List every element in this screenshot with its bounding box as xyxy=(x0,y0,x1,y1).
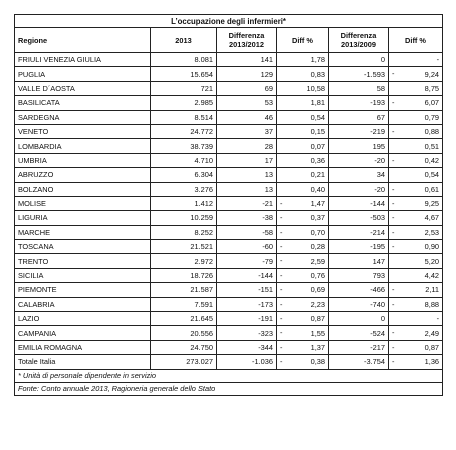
diff-2012-cell: 37 xyxy=(217,124,277,138)
region-cell: TOSCANA xyxy=(15,240,151,254)
diff-2012-cell: 69 xyxy=(217,81,277,95)
value-2013-cell: 24.750 xyxy=(151,340,217,354)
table-row xyxy=(15,110,443,124)
value-2013-cell: 10.259 xyxy=(151,211,217,225)
percent-value: 0,70 xyxy=(310,227,325,237)
percent-value: 4,67 xyxy=(424,213,440,223)
diff-2009-cell: -466 xyxy=(329,283,389,297)
percent-value: 0,61 xyxy=(424,184,440,194)
table-row xyxy=(15,340,443,354)
diff-pct-1-cell xyxy=(277,225,329,239)
diff-pct-2-cell xyxy=(389,81,443,95)
table-row xyxy=(15,211,443,225)
diff-2012-cell: -58 xyxy=(217,225,277,239)
header-region: Regione xyxy=(15,28,151,53)
minus-sign: - xyxy=(280,213,283,223)
region-cell: ABRUZZO xyxy=(15,168,151,182)
diff-pct-2-cell xyxy=(389,153,443,167)
diff-pct-2-cell xyxy=(389,355,443,369)
percent-value: 0,28 xyxy=(310,242,325,252)
value-2013-cell: 21.587 xyxy=(151,283,217,297)
percent-value: 6,07 xyxy=(424,98,440,108)
percent-value: 0,15 xyxy=(310,127,325,137)
diff-2009-cell: -20 xyxy=(329,182,389,196)
table-row xyxy=(15,225,443,239)
value-2013-cell: 8.252 xyxy=(151,225,217,239)
diff-2009-cell: -219 xyxy=(329,124,389,138)
table-row xyxy=(15,53,443,67)
minus-sign: - xyxy=(280,198,283,208)
percent-value: 9,25 xyxy=(424,199,440,209)
region-cell: MARCHE xyxy=(15,225,151,239)
percent-value: 0,54 xyxy=(310,112,325,122)
table-title: L’occupazione degli infermieri* xyxy=(15,15,443,28)
table-container xyxy=(14,14,442,396)
diff-2009-cell: -524 xyxy=(329,326,389,340)
minus-sign: - xyxy=(392,357,395,367)
percent-value: 1,55 xyxy=(310,328,325,338)
footnote: * Unità di personale dipendente in servizio xyxy=(15,369,443,382)
header-diff-pct-2: Diff % xyxy=(389,28,443,53)
diff-2012-cell: 13 xyxy=(217,168,277,182)
diff-pct-2-cell xyxy=(389,110,443,124)
minus-sign: - xyxy=(280,285,283,295)
diff-2009-cell: -193 xyxy=(329,96,389,110)
diff-pct-2-cell xyxy=(389,67,443,81)
diff-2009-cell: 58 xyxy=(329,81,389,95)
region-cell: CALABRIA xyxy=(15,297,151,311)
diff-pct-1-cell xyxy=(277,168,329,182)
minus-sign: - xyxy=(392,328,395,338)
region-cell: FRIULI VENEZIA GIULIA xyxy=(15,53,151,67)
percent-value: 0,51 xyxy=(424,141,440,151)
value-2013-cell: 721 xyxy=(151,81,217,95)
percent-value: 0,38 xyxy=(310,357,325,367)
percent-value: 0,36 xyxy=(310,155,325,165)
percent-value: 1,78 xyxy=(310,55,325,65)
diff-pct-2-cell xyxy=(389,268,443,282)
diff-2009-cell: -144 xyxy=(329,196,389,210)
table-row xyxy=(15,124,443,138)
value-2013-cell: 4.710 xyxy=(151,153,217,167)
diff-pct-1-cell xyxy=(277,340,329,354)
value-2013-cell: 15.654 xyxy=(151,67,217,81)
region-cell: BOLZANO xyxy=(15,182,151,196)
percent-value: 10,58 xyxy=(306,83,325,93)
diff-pct-1-cell xyxy=(277,283,329,297)
table-row xyxy=(15,283,443,297)
value-2013-cell: 2.985 xyxy=(151,96,217,110)
diff-pct-1-cell xyxy=(277,326,329,340)
minus-sign: - xyxy=(392,227,395,237)
percent-value: 0,21 xyxy=(310,170,325,180)
minus-sign: - xyxy=(280,328,283,338)
minus-sign: - xyxy=(392,285,395,295)
region-cell: PIEMONTE xyxy=(15,283,151,297)
diff-2009-cell: 67 xyxy=(329,110,389,124)
diff-2009-cell: -195 xyxy=(329,240,389,254)
diff-2009-cell: 793 xyxy=(329,268,389,282)
diff-pct-1-cell xyxy=(277,153,329,167)
region-cell: VENETO xyxy=(15,124,151,138)
value-2013-cell: 21.521 xyxy=(151,240,217,254)
diff-pct-1-cell xyxy=(277,67,329,81)
header-2013: 2013 xyxy=(151,28,217,53)
diff-pct-1-cell xyxy=(277,81,329,95)
diff-2009-cell: -20 xyxy=(329,153,389,167)
minus-sign: - xyxy=(392,213,395,223)
minus-sign: - xyxy=(392,342,395,352)
value-2013-cell: 6.304 xyxy=(151,168,217,182)
value-2013-cell: 8.081 xyxy=(151,53,217,67)
diff-2012-cell: 28 xyxy=(217,139,277,153)
region-cell: Totale Italia xyxy=(15,355,151,369)
diff-pct-1-cell xyxy=(277,124,329,138)
diff-pct-2-cell xyxy=(389,240,443,254)
diff-pct-2-cell xyxy=(389,254,443,268)
percent-value: 1,81 xyxy=(310,98,325,108)
diff-pct-2-cell xyxy=(389,340,443,354)
diff-2009-cell: -503 xyxy=(329,211,389,225)
diff-2012-cell: -21 xyxy=(217,196,277,210)
minus-sign: - xyxy=(280,242,283,252)
total-row xyxy=(15,355,443,369)
value-2013-cell: 8.514 xyxy=(151,110,217,124)
diff-2012-cell: -60 xyxy=(217,240,277,254)
diff-2009-cell: 34 xyxy=(329,168,389,182)
region-cell: SICILIA xyxy=(15,268,151,282)
percent-value: 0,37 xyxy=(310,213,325,223)
diff-pct-1-cell xyxy=(277,312,329,326)
region-cell: SARDEGNA xyxy=(15,110,151,124)
diff-pct-2-cell xyxy=(389,225,443,239)
percent-value: 8,75 xyxy=(424,83,440,93)
minus-sign: - xyxy=(280,357,283,367)
percent-value: 0,79 xyxy=(424,112,440,122)
region-cell: VALLE D´AOSTA xyxy=(15,81,151,95)
diff-2009-cell: -740 xyxy=(329,297,389,311)
table-row xyxy=(15,326,443,340)
value-2013-cell: 24.772 xyxy=(151,124,217,138)
diff-2012-cell: 129 xyxy=(217,67,277,81)
diff-pct-1-cell xyxy=(277,196,329,210)
region-cell: LIGURIA xyxy=(15,211,151,225)
value-2013-cell: 273.027 xyxy=(151,355,217,369)
minus-sign: - xyxy=(392,242,395,252)
diff-2012-cell: -38 xyxy=(217,211,277,225)
minus-sign: - xyxy=(392,155,395,165)
region-cell: LOMBARDIA xyxy=(15,139,151,153)
table-row xyxy=(15,139,443,153)
table-row xyxy=(15,153,443,167)
diff-2012-cell: -344 xyxy=(217,340,277,354)
diff-2009-cell: 0 xyxy=(329,53,389,67)
table-row xyxy=(15,254,443,268)
region-cell: LAZIO xyxy=(15,312,151,326)
table-row xyxy=(15,240,443,254)
percent-value: 5,20 xyxy=(424,256,440,266)
value-2013-cell: 1.412 xyxy=(151,196,217,210)
value-2013-cell: 20.556 xyxy=(151,326,217,340)
percent-value: 0,87 xyxy=(424,343,440,352)
diff-pct-2-cell xyxy=(389,196,443,210)
diff-pct-2-cell xyxy=(389,168,443,182)
percent-value: 2,59 xyxy=(310,256,325,266)
diff-2009-cell: 195 xyxy=(329,139,389,153)
diff-pct-2-cell xyxy=(389,182,443,196)
diff-pct-1-cell xyxy=(277,96,329,110)
minus-sign: - xyxy=(392,126,395,136)
diff-2012-cell: 141 xyxy=(217,53,277,67)
diff-2012-cell: -323 xyxy=(217,326,277,340)
table-row xyxy=(15,268,443,282)
percent-value: 0,42 xyxy=(424,155,440,165)
diff-pct-1-cell xyxy=(277,53,329,67)
diff-pct-2-cell xyxy=(389,283,443,297)
diff-pct-2-cell xyxy=(389,124,443,138)
header-diff-pct-1: Diff % xyxy=(277,28,329,53)
table-row xyxy=(15,81,443,95)
diff-2012-cell: 46 xyxy=(217,110,277,124)
value-2013-cell: 3.276 xyxy=(151,182,217,196)
minus-sign: - xyxy=(280,227,283,237)
minus-sign: - xyxy=(280,256,283,266)
diff-pct-1-cell xyxy=(277,240,329,254)
percent-value: 4,42 xyxy=(424,271,440,281)
percent-value: 2,23 xyxy=(310,299,325,309)
percent-value: 0,40 xyxy=(310,184,325,194)
diff-pct-1-cell xyxy=(277,110,329,124)
minus-sign: - xyxy=(392,198,395,208)
minus-sign: - xyxy=(280,299,283,309)
diff-2009-cell: -3.754 xyxy=(329,355,389,369)
minus-sign: - xyxy=(280,270,283,280)
diff-2012-cell: 17 xyxy=(217,153,277,167)
diff-2012-cell: -151 xyxy=(217,283,277,297)
percent-value: 2,53 xyxy=(424,227,440,237)
diff-2012-cell: 53 xyxy=(217,96,277,110)
diff-pct-1-cell xyxy=(277,182,329,196)
diff-pct-1-cell xyxy=(277,139,329,153)
diff-2012-cell: -173 xyxy=(217,297,277,311)
diff-2012-cell: -1.036 xyxy=(217,355,277,369)
diff-pct-2-cell xyxy=(389,211,443,225)
diff-pct-1-cell xyxy=(277,297,329,311)
diff-2012-cell: 13 xyxy=(217,182,277,196)
percent-value: 1,36 xyxy=(424,357,440,367)
minus-sign: - xyxy=(392,98,395,108)
diff-2012-cell: -191 xyxy=(217,312,277,326)
percent-value: 2,49 xyxy=(424,328,440,338)
diff-2009-cell: -214 xyxy=(329,225,389,239)
diff-2009-cell: -217 xyxy=(329,340,389,354)
percent-value: 2,11 xyxy=(425,285,440,295)
percent-value: 0,90 xyxy=(424,242,440,252)
minus-sign: - xyxy=(392,184,395,194)
minus-sign: - xyxy=(280,314,283,324)
region-cell: PUGLIA xyxy=(15,67,151,81)
header-diff-2012: Differenza 2013/2012 xyxy=(217,28,277,53)
diff-2012-cell: -79 xyxy=(217,254,277,268)
table-row xyxy=(15,182,443,196)
percent-value: 0,54 xyxy=(424,170,440,180)
minus-sign: - xyxy=(392,69,395,79)
value-2013-cell: 18.726 xyxy=(151,268,217,282)
diff-pct-1-cell xyxy=(277,355,329,369)
table-row xyxy=(15,196,443,210)
value-2013-cell: 38.739 xyxy=(151,139,217,153)
percent-value: 0,76 xyxy=(310,271,325,281)
percent-value: - xyxy=(436,55,440,65)
percent-value: 0,83 xyxy=(310,69,325,79)
percent-value: 0,88 xyxy=(424,127,440,137)
region-cell: UMBRIA xyxy=(15,153,151,167)
table-row xyxy=(15,297,443,311)
table-row xyxy=(15,96,443,110)
diff-pct-2-cell xyxy=(389,96,443,110)
region-cell: CAMPANIA xyxy=(15,326,151,340)
region-cell: TRENTO xyxy=(15,254,151,268)
diff-pct-2-cell xyxy=(389,312,443,326)
nurses-table xyxy=(14,14,443,396)
table-row xyxy=(15,67,443,81)
percent-value: 0,07 xyxy=(310,141,325,151)
diff-pct-2-cell xyxy=(389,297,443,311)
diff-2012-cell: -144 xyxy=(217,268,277,282)
region-cell: EMILIA ROMAGNA xyxy=(15,340,151,354)
diff-pct-1-cell xyxy=(277,268,329,282)
minus-sign: - xyxy=(280,342,283,352)
diff-pct-1-cell xyxy=(277,211,329,225)
percent-value: 1,37 xyxy=(310,343,325,352)
region-cell: MOLISE xyxy=(15,196,151,210)
table-row xyxy=(15,312,443,326)
header-diff-2009: Differenza 2013/2009 xyxy=(329,28,389,53)
diff-pct-2-cell xyxy=(389,139,443,153)
diff-pct-1-cell xyxy=(277,254,329,268)
value-2013-cell: 2.972 xyxy=(151,254,217,268)
value-2013-cell: 7.591 xyxy=(151,297,217,311)
percent-value: 9,24 xyxy=(424,69,440,79)
percent-value: - xyxy=(436,314,440,324)
diff-2009-cell: 147 xyxy=(329,254,389,268)
percent-value: 1,47 xyxy=(310,199,325,209)
value-2013-cell: 21.645 xyxy=(151,312,217,326)
percent-value: 0,69 xyxy=(310,285,325,295)
diff-pct-2-cell xyxy=(389,53,443,67)
source-note: Fonte: Conto annuale 2013, Ragioneria generale dello Stato xyxy=(15,382,443,395)
table-row xyxy=(15,168,443,182)
percent-value: 8,88 xyxy=(424,299,440,309)
diff-pct-2-cell xyxy=(389,326,443,340)
minus-sign: - xyxy=(392,299,395,309)
region-cell: BASILICATA xyxy=(15,96,151,110)
diff-2009-cell: -1.593 xyxy=(329,67,389,81)
table-body xyxy=(15,53,443,370)
percent-value: 0,87 xyxy=(310,314,325,324)
diff-2009-cell: 0 xyxy=(329,312,389,326)
